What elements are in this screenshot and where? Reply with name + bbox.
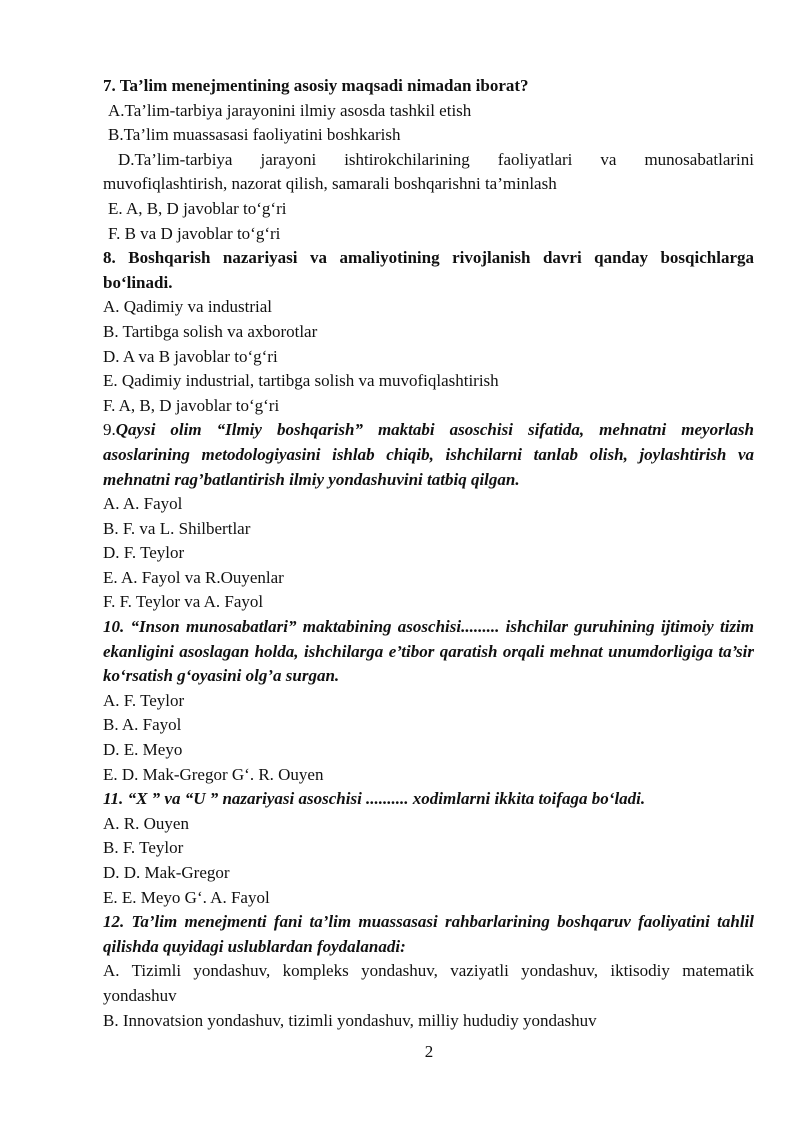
option: A.Ta’lim-tarbiya jarayonini ilmiy asosda tashkil etish — [108, 100, 472, 120]
option: F. F. Teylor va A. Fayol — [103, 592, 264, 612]
option: B. Innovatsion yondashuv, tizimli yondashuv, milliy hududiy yondashuv — [103, 1010, 597, 1030]
option: D. D. Mak-Gregor — [103, 863, 230, 882]
option: D. E. Meyo — [103, 740, 183, 760]
option: A. A. Fayol — [103, 494, 183, 514]
question-12 — [103, 910, 754, 959]
question-11 — [103, 787, 754, 812]
option: B. F. va L. Shilbertlar — [103, 518, 251, 538]
question-8 — [103, 246, 754, 295]
option: A. Tizimli yondashuv, kompleks yondashuv, vaziyatli yondashuv, iktisodiy matematik yondashuv — [103, 961, 754, 1005]
question-9 — [103, 418, 754, 492]
option: E. E. Meyo G‘. A. Fayol — [103, 887, 270, 907]
option: E. Qadimiy industrial, tartibga solish va muvofiqlashtirish — [103, 371, 499, 391]
question-text: Ta’lim menejmenti fani ta’lim muassasasi rahbarlarining boshqaruv faoliyatini tahlil qilishda quyidagi uslublardan foydalanadi: — [103, 912, 755, 956]
option: E. A. Fayol va R.Ouyenlar — [103, 567, 284, 587]
question-text: Ta’lim menejmentining asosiy maqsadi nimadan iborat? — [119, 76, 529, 95]
question-text: Qaysi olim “Ilmiy boshqarish” maktabi asoschisi sifatida, mehnatni meyorlash asoslarining metodologiyasini ishlab chiqib, ishchilarni tanlab olish, joylashtirish va mehnatni rag’batlantirish ilmiy yondashuvini tatbiq qilgan. — [103, 420, 754, 489]
question-text: “X ” va “U ” nazariyasi asoschisi .......... xodimlarni ikkita toifaga bo‘ladi. — [127, 789, 646, 809]
option: B. Tartibga solish va axborotlar — [103, 321, 318, 341]
option: E. D. Mak-Gregor G‘. R. Ouyen — [103, 764, 324, 784]
question-number: 10. — [103, 617, 125, 637]
option: B. F. Teylor — [103, 838, 184, 858]
option: A. F. Teylor — [103, 690, 185, 710]
option: B. A. Fayol — [103, 715, 182, 735]
question-10 — [103, 615, 754, 689]
option: F. A, B, D javoblar to‘g‘ri — [103, 395, 280, 415]
document-page — [103, 74, 754, 1033]
option: B.Ta’lim muassasasi faoliyatini boshkarish — [108, 125, 401, 145]
option: F. B va D javoblar to‘g‘ri — [108, 223, 281, 243]
question-number: 8. — [103, 248, 116, 268]
question-text: “Inson munosabatlari” maktabining asoschisi......... ishchilar guruhining ijtimoiy tizim ekanligini asoslagan holda, ishchilarga e’tibor qaratish orqali mehnat unumdorligiga ta’sir ko‘rsatish g‘oyasini olg’a surgan. — [103, 617, 755, 686]
option: A. Qadimiy va industrial — [103, 297, 273, 317]
question-7 — [103, 74, 754, 99]
option: E. A, B, D javoblar to‘g‘ri — [108, 198, 287, 218]
option: D.Ta’lim-tarbiya jarayoni ishtirokchilarining faoliyatlari va munosabatlarini muvofiqlashtirish, nazorat qilish, samarali boshqarishni ta’minlash — [103, 149, 754, 194]
page-number: 2 — [424, 1042, 434, 1061]
option: A. R. Ouyen — [103, 813, 189, 833]
question-number: 9. — [103, 420, 116, 440]
question-number: 12. — [103, 912, 125, 932]
question-number: 7. — [103, 76, 116, 95]
option: D. F. Teylor — [103, 543, 185, 563]
question-number: 11. — [103, 789, 124, 809]
option: D. A va B javoblar to‘g‘ri — [103, 346, 278, 366]
question-text: Boshqarish nazariyasi va amaliyotining rivojlanish davri qanday bosqichlarga bo‘linadi. — [103, 248, 754, 292]
